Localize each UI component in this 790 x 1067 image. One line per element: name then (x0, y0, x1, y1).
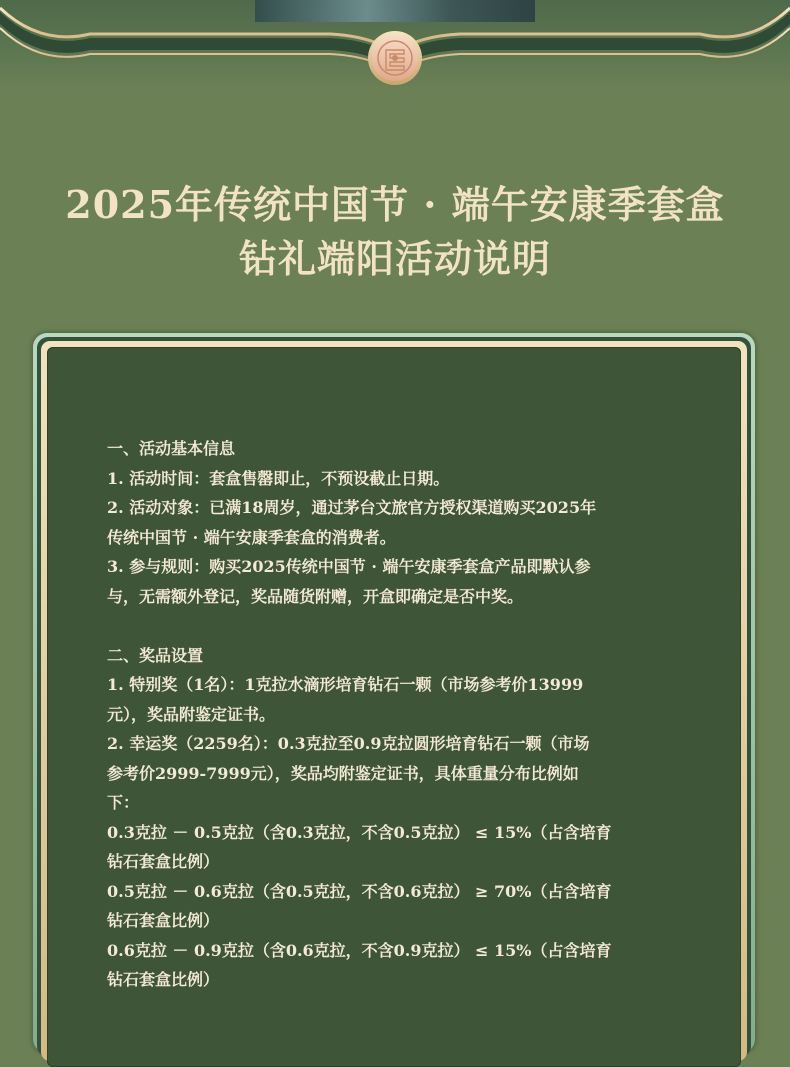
text-line: 传统中国节 · 端午安康季套盒的消费者。 (107, 527, 396, 547)
text-line: 0.6克拉 － 0.9克拉（含0.6克拉，不含0.9克拉） ≤ 15%（占含培育 (107, 940, 612, 960)
text-line: 0.5克拉 － 0.6克拉（含0.5克拉，不含0.6克拉） ≥ 70%（占含培育 (107, 881, 612, 901)
text-line: 钻石套盒比例） (107, 911, 220, 930)
text-line: 钻石套盒比例） (107, 970, 220, 989)
section-heading-prizes: 二、奖品设置 (107, 645, 204, 665)
rules-text (107, 434, 717, 995)
text-line: 下： (107, 793, 140, 812)
text-line: 2. 幸运奖（2259名）：0.3克拉至0.9克拉圆形培育钻石一颗（市场 (107, 734, 590, 753)
text-line: 3. 参与规则：购买2025传统中国节 · 端午安康季套盒产品即默认参 (107, 557, 591, 576)
text-line: 与，无需额外登记，奖品随货附赠，开盒即确定是否中奖。 (107, 586, 524, 606)
text-line: 1. 活动时间：套盒售罄即止，不预设截止日期。 (107, 468, 450, 488)
page-title (0, 178, 790, 286)
text-line: 1. 特别奖（1名）：1克拉水滴形培育钻石一颗（市场参考价13999 (107, 675, 584, 694)
section-spacer (107, 611, 717, 641)
text-line: 元），奖品附鉴定证书。 (107, 704, 276, 724)
text-line: 参考价2999-7999元），奖品均附鉴定证书，具体重量分布比例如 (107, 763, 579, 783)
text-line: 2. 活动对象：已满18周岁，通过茅台文旅官方授权渠道购买2025年 (107, 498, 597, 517)
title-line-1: 2025年传统中国节 · 端午安康季套盒 (65, 182, 725, 227)
text-line: 0.3克拉 － 0.5克拉（含0.3克拉，不含0.5克拉） ≤ 15%（占含培育 (107, 822, 612, 842)
title-line-2: 钻礼端阳活动说明 (238, 236, 551, 281)
section-heading-basic-info: 一、活动基本信息 (107, 439, 236, 458)
text-line: 钻石套盒比例） (107, 852, 220, 871)
header-ornament (0, 0, 790, 100)
